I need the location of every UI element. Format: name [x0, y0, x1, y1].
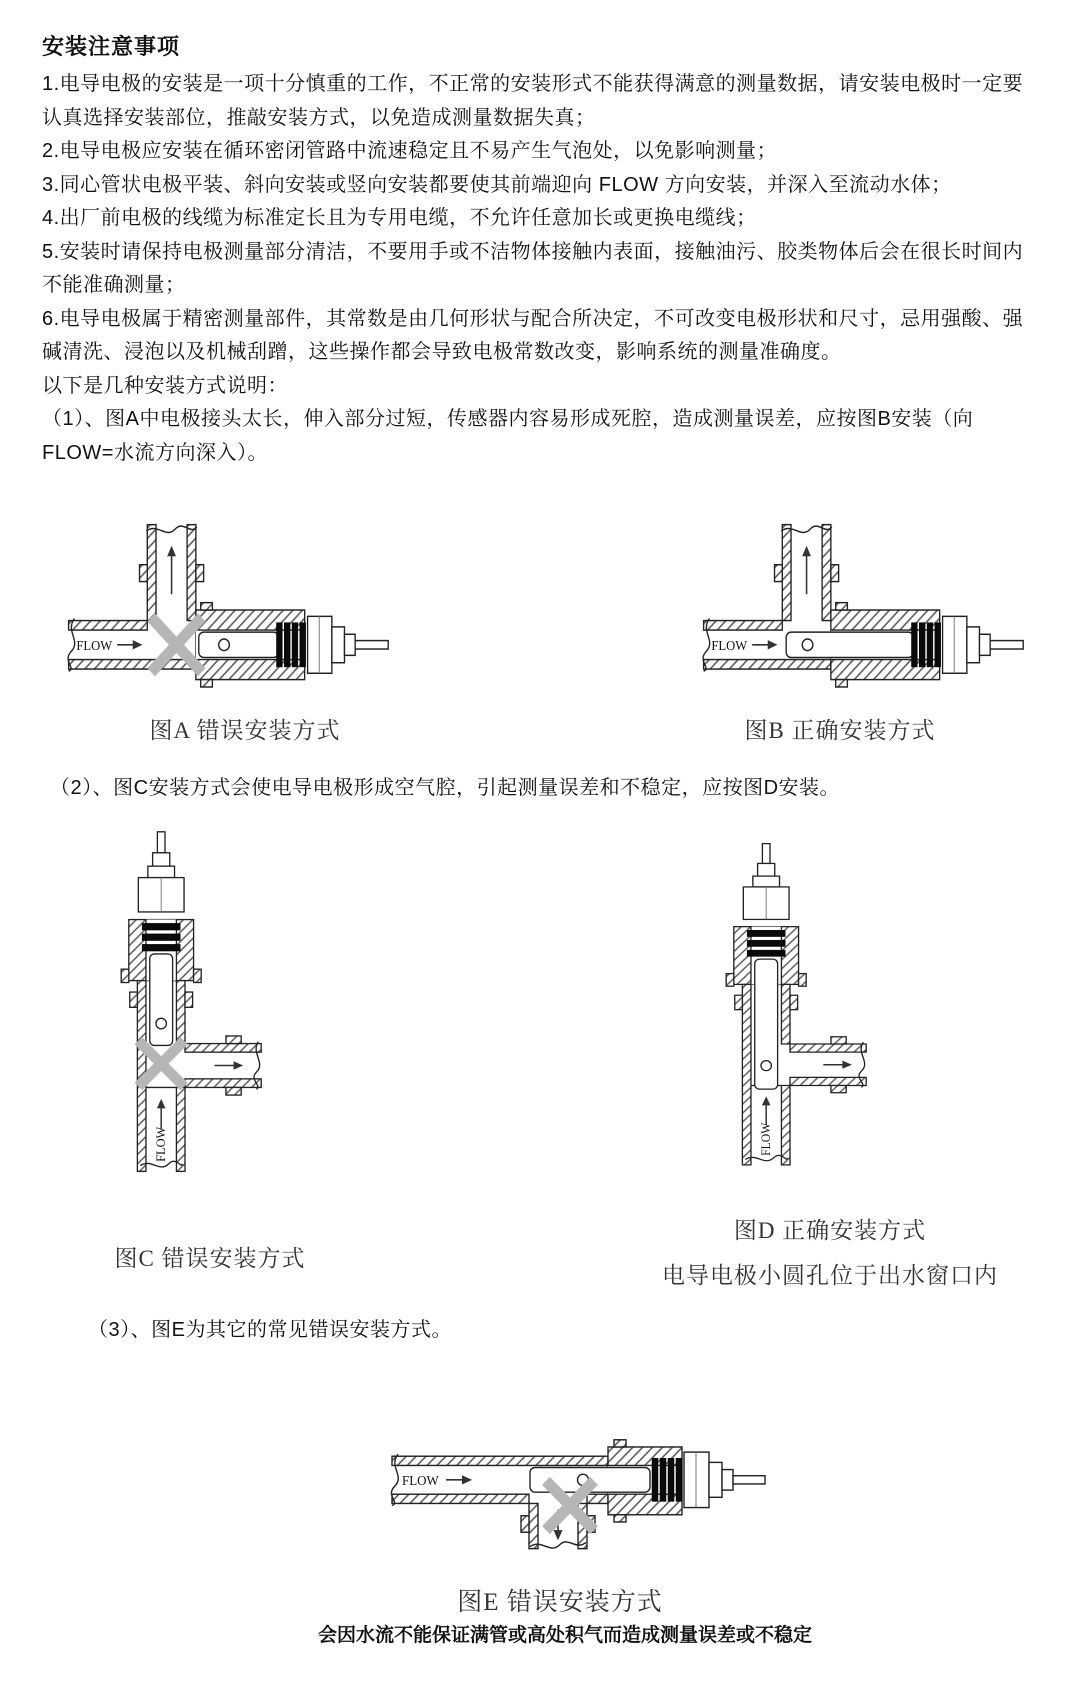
electrode-cable: [733, 1476, 765, 1484]
branch-arrow-up: [167, 546, 176, 594]
note-4: 4.出厂前电极的线缆为标准定长且为专用电缆，不允许任意加长或更换电缆线；: [42, 207, 757, 229]
figure-d-caption: 图D 正确安装方式: [733, 1218, 927, 1243]
electrode-hole: [219, 639, 230, 651]
flow-arrow: [402, 1473, 472, 1488]
electrode-cable: [990, 641, 1023, 649]
note-5: 5.安装时请保持电极测量部分清洁，不要用手或不洁物体接触内表面，接触油污、胶类物体后会在很长时间内不能准确测量；: [42, 240, 1024, 296]
electrode-hole: [761, 1061, 771, 1071]
note-6: 6.电导电极属于精密测量部件，其常数是由几何形状与配合所决定，不可改变电极形状和尺寸，忌用强酸、强碱清洗、浸泡以及机械刮蹭，这些操作都会导致电极常数改变，影响系统的测量准确度。: [42, 307, 1024, 363]
figure-e-subcaption: 会因水流不能保证满管或高处积气而造成测量误差或不稳定: [317, 1625, 812, 1646]
flow-label: FLOW: [76, 637, 113, 654]
figure-b: [690, 512, 1030, 707]
figure-d-subcaption: 电导电极小圆孔位于出水窗口内: [662, 1263, 998, 1288]
flow-arrow: [76, 638, 142, 654]
figure-c-caption: 图C 错误安装方式: [114, 1246, 306, 1271]
electrode-hole: [802, 639, 813, 651]
outlet-arrow: [823, 1061, 852, 1069]
electrode: [747, 930, 785, 1089]
intro-line: 以下是几种安装方式说明：: [42, 374, 288, 397]
flow-label: FLOW: [402, 1472, 439, 1489]
electrode-rod: [199, 632, 279, 657]
pipe-walls: [392, 1440, 682, 1549]
electrode-hole: [156, 1018, 166, 1028]
item-3: （3）、图E为其它的常见错误安装方式。: [88, 1319, 452, 1341]
note-3: 3.同心管状电极平装、斜向安装或竖向安装都要使其前端迎向 FLOW 方向安装，并深入至流动水体；: [42, 173, 952, 196]
note-1: 1.电导电极的安装是一项十分慎重的工作，不正常的安装形式不能获得满意的测量数据，请安装电极时一定要认真选择安装部位，推敲安装方式，以免造成测量数据失真；: [42, 73, 1024, 129]
figure-b-caption: 图B 正确安装方式: [744, 718, 936, 743]
figure-d: [690, 840, 890, 1192]
flow-label: FLOW: [758, 1122, 774, 1156]
figure-d-caption-block: [580, 1212, 1080, 1290]
pipe-walls: [726, 927, 866, 1165]
flow-arrow: [154, 1099, 168, 1162]
figure-e-caption: 图E 错误安装方式: [457, 1589, 663, 1616]
flow-label: FLOW: [711, 637, 748, 654]
electrode-top: [138, 832, 184, 912]
pipe-walls: [704, 525, 940, 687]
figure-c: [85, 828, 285, 1200]
electrode-cable: [355, 641, 388, 649]
electrode-cable: [762, 844, 770, 864]
flow-label: FLOW: [154, 1126, 168, 1162]
note-2: 2.电导电极应安装在循环密闭管路中流速稳定且不易产生气泡处，以免影响测量；: [42, 140, 778, 162]
electrode-top: [743, 844, 789, 920]
branch-arrow-up: [802, 546, 811, 594]
figure-a: [55, 512, 395, 707]
flow-arrow: [711, 638, 777, 654]
page-title: 安装注意事项: [42, 34, 181, 59]
outlet-arrow: [215, 1061, 244, 1070]
figure-a-caption: 图A 错误安装方式: [149, 718, 341, 743]
item-2: （2）、图C安装方式会使电导电极形成空气腔，引起测量误差和不稳定，应按图D安装。: [50, 777, 841, 799]
electrode-rod: [150, 954, 173, 1046]
notes-section: [0, 0, 1080, 470]
item-1: （1）、图A中电极接头太长，伸入部分过短，传感器内容易形成死腔，造成测量误差，应按图B安装（向FLOW=水流方向深入）。: [42, 408, 974, 464]
figure-e: [378, 1372, 768, 1562]
flow-arrow: [759, 1096, 773, 1156]
electrode-cable: [157, 832, 165, 853]
